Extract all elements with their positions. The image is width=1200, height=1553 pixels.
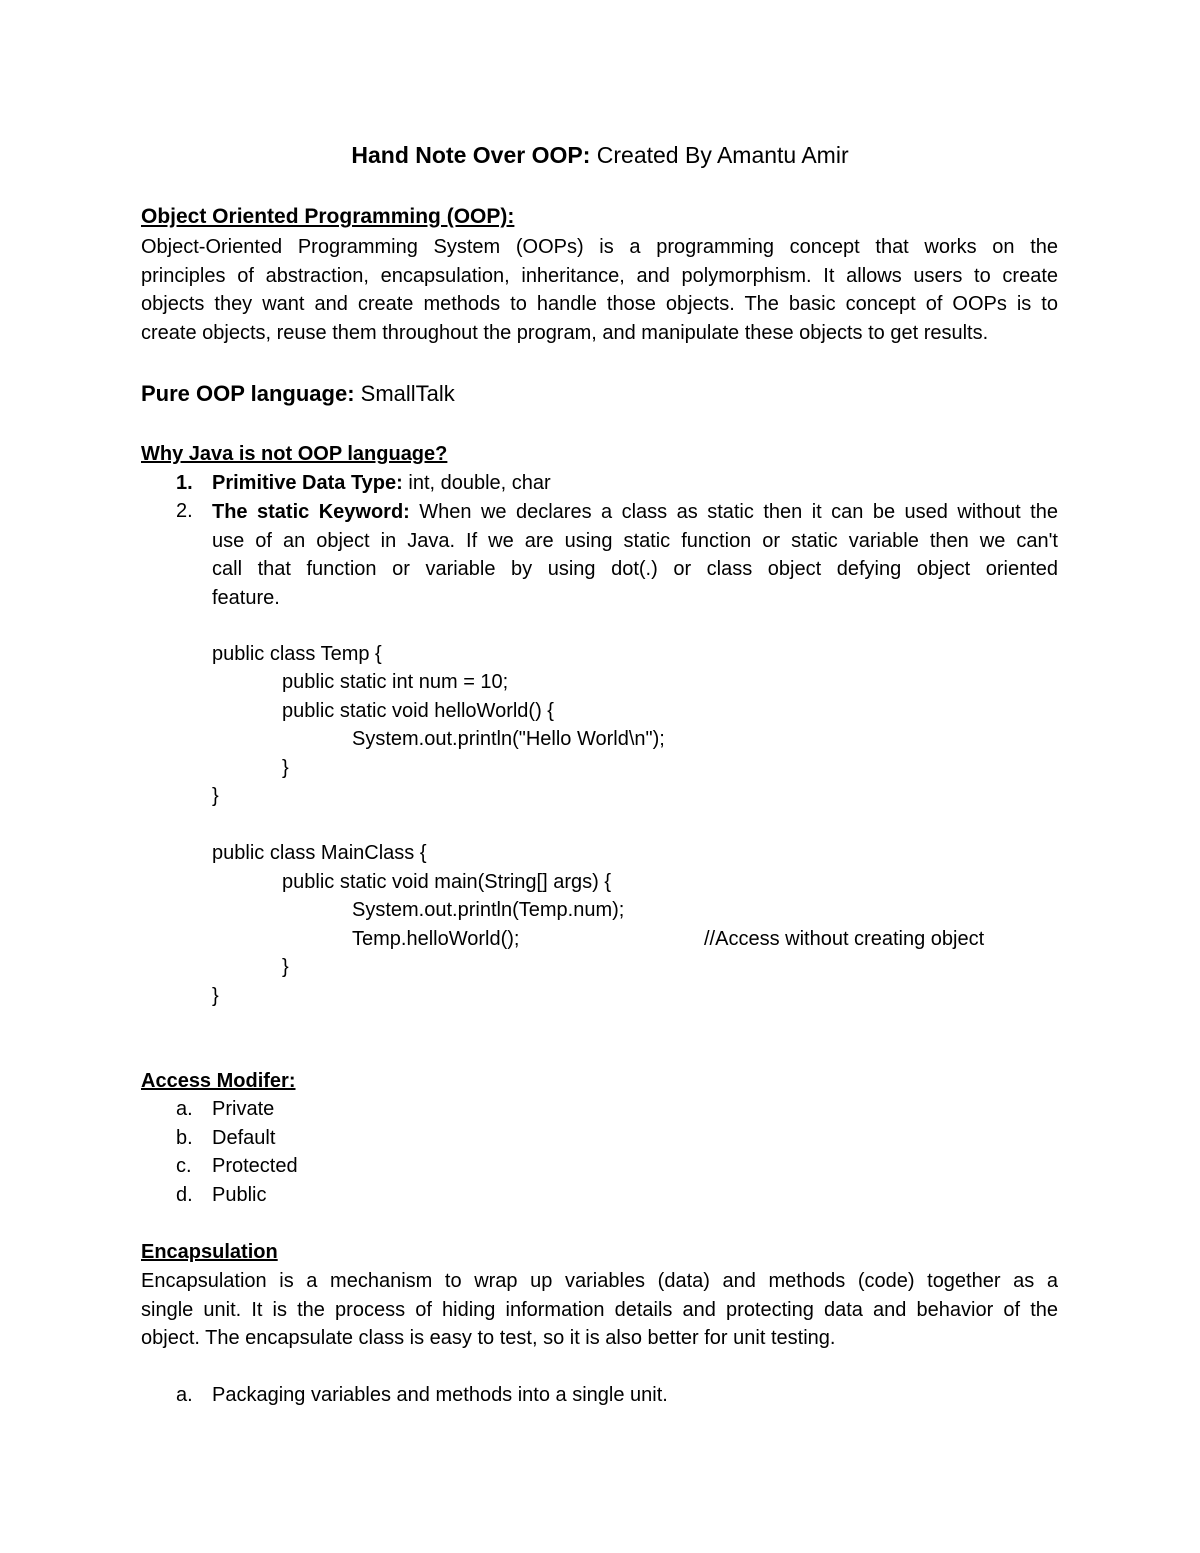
encapsulation-paragraph	[141, 1267, 1058, 1353]
code-line: }	[282, 956, 289, 978]
code-line: }	[212, 985, 219, 1007]
pure-oop-label: Pure OOP language:	[141, 381, 355, 406]
item-text: int, double, char	[408, 472, 551, 494]
page-title	[0, 142, 1200, 169]
item-line	[212, 498, 1058, 527]
item-line: use of an object in Java. If we are using static function or static variable then we can't	[212, 529, 1058, 552]
list-marker: a.	[176, 1098, 193, 1120]
oop-line: objects they want and create methods to handle those objects. The basic concept of OOPs is to	[141, 293, 1058, 316]
pure-oop-value: SmallTalk	[360, 381, 455, 406]
code-line: public static int num = 10;	[282, 671, 509, 693]
list-marker: a.	[176, 1384, 193, 1406]
item-line: call that function or variable by using dot(.) or class object defying object oriented	[212, 558, 1058, 581]
encapsulation-line: single unit. It is the process of hiding information details and protecting data and behavior of the	[141, 1298, 1058, 1321]
code-line: public class MainClass {	[212, 842, 427, 864]
code-line: System.out.println("Hello World\n");	[352, 728, 665, 750]
item-label: Primitive Data Type:	[212, 472, 403, 494]
list-marker: d.	[176, 1184, 193, 1206]
code-line: }	[282, 757, 289, 779]
code-line: public static void helloWorld() {	[282, 700, 554, 722]
item-label: The static Keyword:	[212, 501, 410, 523]
code-line: public class Temp {	[212, 643, 382, 665]
encapsulation-line: Encapsulation is a mechanism to wrap up variables (data) and methods (code) together as a	[141, 1270, 1058, 1292]
code-comment: //Access without creating object	[704, 928, 985, 950]
code-line: System.out.println(Temp.num);	[352, 899, 625, 921]
encapsulation-heading: Encapsulation	[141, 1241, 278, 1263]
list-item-static	[212, 498, 1058, 613]
list-marker: 2.	[176, 500, 193, 522]
list-marker: c.	[176, 1155, 192, 1177]
oop-line: principles of abstraction, encapsulation, inheritance, and polymorphism. It allows users to create	[141, 264, 1058, 287]
item-line: feature.	[212, 587, 280, 610]
list-marker: 1.	[176, 472, 193, 494]
oop-paragraph	[141, 233, 1058, 348]
list-item-primitive	[212, 472, 551, 495]
access-item-private: Private	[212, 1098, 275, 1120]
encapsulation-item: Packaging variables and methods into a single unit.	[212, 1384, 668, 1406]
item-text: When we declares a class as static then it can be used without the	[419, 501, 1058, 523]
access-item-public: Public	[212, 1184, 267, 1206]
list-marker: b.	[176, 1127, 193, 1149]
code-line: }	[212, 785, 219, 807]
title-author: Created By Amantu Amir	[596, 142, 849, 168]
encapsulation-line: object. The encapsulate class is easy to test, so it is also better for unit testing.	[141, 1327, 836, 1350]
oop-line: create objects, reuse them throughout the program, and manipulate these objects to get results.	[141, 322, 989, 345]
oop-heading: Object Oriented Programming (OOP):	[141, 205, 515, 228]
access-item-default: Default	[212, 1127, 276, 1149]
code-line: public static void main(String[] args) {	[282, 871, 612, 893]
code-line: Temp.helloWorld();	[352, 928, 520, 950]
access-heading: Access Modifer:	[141, 1070, 296, 1092]
title-bold: Hand Note Over OOP:	[351, 142, 591, 168]
why-java-heading: Why Java is not OOP language?	[141, 443, 448, 465]
oop-line: Object-Oriented Programming System (OOPs) is a programming concept that works on the	[141, 236, 1058, 258]
pure-oop-line	[141, 381, 455, 407]
access-item-protected: Protected	[212, 1155, 298, 1177]
